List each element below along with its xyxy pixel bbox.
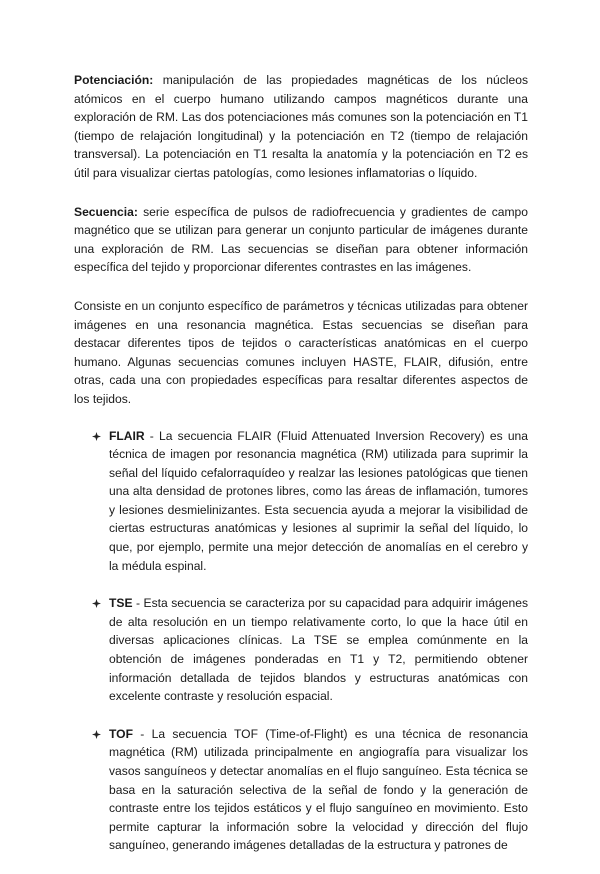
description-tse: - Esta secuencia se caracteriza por su capacidad para adquirir imágenes de alta resolución en un tiempo relativamente corto, lo que la hace útil en diversas aplicaciones clínicas. La TSE se emplea comúnmente en la obtención de imágenes ponderadas en T1 y T2, permitiendo obtener información detallada de tejidos blandos y estructuras anatómicas con excelente contraste y resolución espacial. bbox=[109, 596, 528, 704]
term-potenciacion: Potenciación: bbox=[74, 73, 154, 87]
term-tse: TSE bbox=[109, 596, 133, 611]
description-tof: - La secuencia TOF (Time-of-Flight) es una técnica de resonancia magnética (RM) utilizada principalmente en angiografía para visualizar los vasos sanguíneos y detectar anomalías en el flujo sanguíneo. Esta técnica se basa en la saturación selectiva de la señal de fondo y la generación de contraste entre los tejidos estáticos y el flujo sanguíneo en movimiento. Esto permite capturar la información sobre la velocidad y dirección del flujo sanguíneo, generando imágenes detalladas de la estructura y patrones de bbox=[109, 726, 528, 853]
paragraph-potenciacion bbox=[74, 71, 528, 183]
paragraph-intro-secuencias: Consiste en un conjunto específico de parámetros y técnicas utilizadas para obtener imágenes en una resonancia magnética. Estas secuencias se diseñan para destacar diferentes tipos de tejidos o características anatómicas en el cuerpo humano. Algunas secuencias comunes incluyen HASTE, FLAIR, difusión, entre otras, cada una con propiedades específicas para resaltar diferentes aspectos de los tejidos. bbox=[74, 298, 528, 406]
list-item-flair bbox=[92, 427, 528, 576]
definition-potenciacion: manipulación de las propiedades magnéticas de los núcleos atómicos en el cuerpo humano utilizando campos magnéticos durante una exploración de RM. Las dos potenciaciones más comunes son la potenciación en T1 (tiempo de relajación longitudinal) y la potenciación en T2 (tiempo de relajación transversal). La potenciación en T1 resalta la anatomía y la potenciación en T2 es útil para visualizar ciertas patologías, como lesiones inflamatorias o líquido. bbox=[74, 73, 528, 180]
definition-secuencia: serie específica de pulsos de radiofrecuencia y gradientes de campo magnético que se utilizan para generar un conjunto particular de imágenes durante una exploración de RM. Las secuencias se diseñan para obtener información específica del tejido y proporcionar diferentes contrastes en las imágenes. bbox=[74, 204, 528, 275]
list-item-tse bbox=[92, 594, 528, 706]
sequence-list bbox=[74, 427, 528, 855]
document-page bbox=[74, 71, 528, 874]
paragraph-secuencia bbox=[74, 203, 528, 277]
diamond-bullet-icon bbox=[92, 730, 101, 739]
term-tof: TOF bbox=[109, 726, 133, 741]
description-flair: - La secuencia FLAIR (Fluid Attenuated Inversion Recovery) es una técnica de imagen por resonancia magnética (RM) utilizada para suprimir la señal del líquido cefalorraquídeo y realzar las lesiones patológicas que tienen una alta densidad de protones libres, como las áreas de inflamación, tumores y lesiones desmielinizantes. Esta secuencia ayuda a mejorar la visibilidad de ciertas estructuras anatómicas y lesiones al suprimir la señal del líquido, lo que, por ejemplo, permite una mejor detección de anomalías en el cerebro y la médula espinal. bbox=[109, 428, 528, 573]
term-flair: FLAIR bbox=[109, 428, 145, 443]
diamond-bullet-icon bbox=[92, 599, 101, 608]
diamond-bullet-icon bbox=[92, 432, 101, 441]
term-secuencia: Secuencia: bbox=[74, 204, 138, 219]
list-item-tof bbox=[92, 725, 528, 855]
